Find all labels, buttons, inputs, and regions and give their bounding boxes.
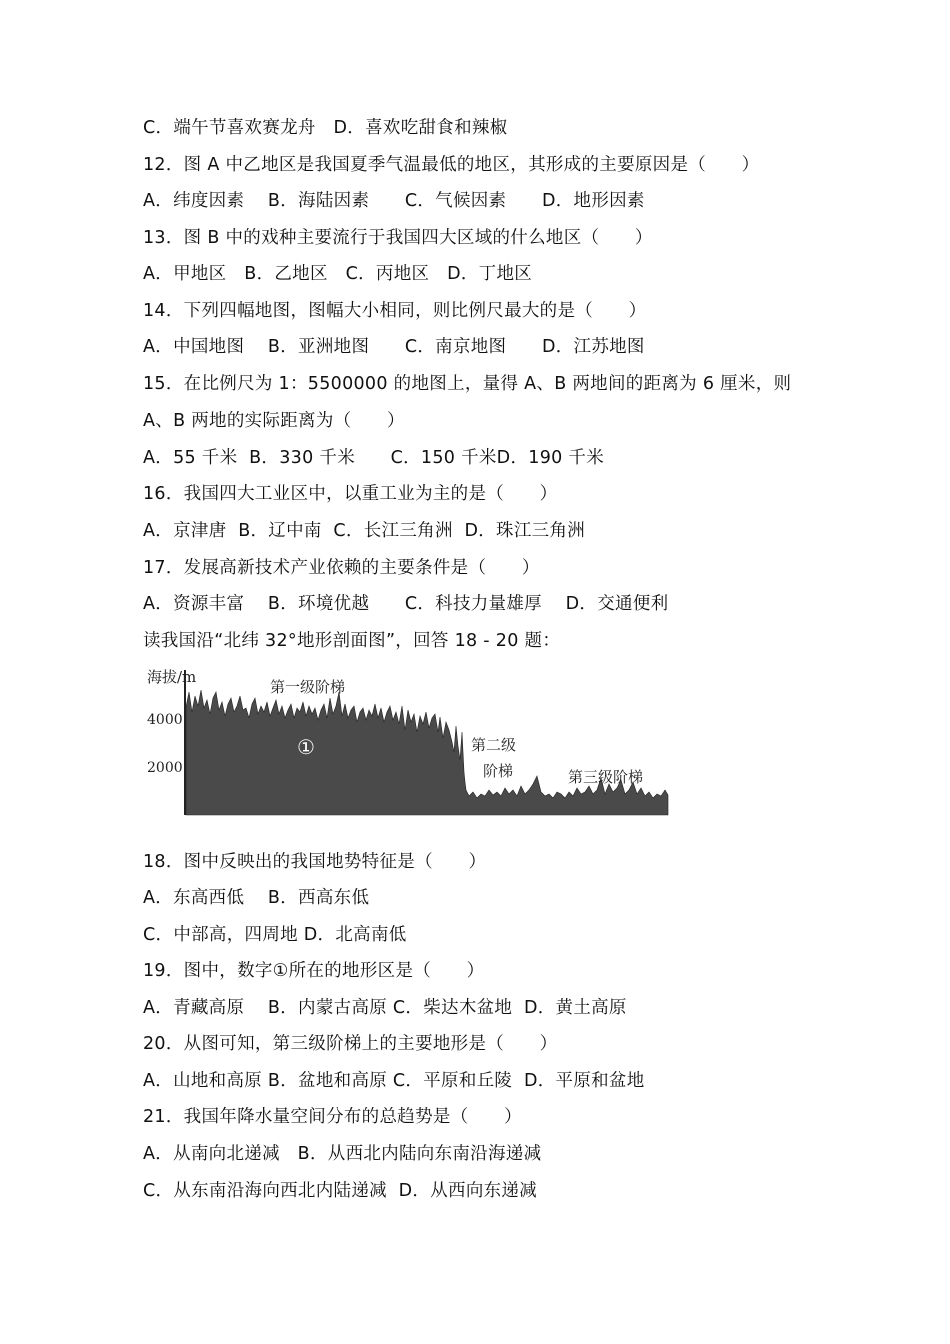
y-axis-label: 海拔/m — [147, 668, 197, 686]
options-16: A．京津唐 B．辽中南 C．长江三角洲 D．珠江三角洲 — [143, 521, 586, 541]
options-18a: A．东高西低 B．西高东低 — [143, 888, 370, 908]
terrain-profile — [186, 690, 668, 815]
options-18b: C．中部高，四周地 D．北高南低 — [143, 925, 407, 945]
terrain-profile-figure — [143, 662, 673, 822]
question-21: 21．我国年降水量空间分布的总趋势是（ ） — [143, 1107, 522, 1127]
options-13: A．甲地区 B．乙地区 C．丙地区 D．丁地区 — [143, 264, 533, 284]
step-3-label: 第三级阶梯 — [568, 768, 644, 786]
tick-4000: 4000 — [147, 712, 183, 728]
question-12: 12．图 A 中乙地区是我国夏季气温最低的地区，其形成的主要原因是（ ） — [143, 155, 760, 175]
options-19: A．青藏高原 B．内蒙古高原 C．柴达木盆地 D．黄土高原 — [143, 998, 627, 1018]
question-16: 16．我国四大工业区中，以重工业为主的是（ ） — [143, 484, 558, 504]
question-17: 17．发展高新技术产业依赖的主要条件是（ ） — [143, 558, 540, 578]
question-19: 19．图中，数字①所在的地形区是（ ） — [143, 961, 485, 981]
figure-intro: 读我国沿“北纬 32°地形剖面图”，回答 18 - 20 题： — [143, 631, 561, 651]
question-14: 14．下列四幅地图，图幅大小相同，则比例尺最大的是（ ） — [143, 301, 647, 321]
line-1: C．端午节喜欢赛龙舟 D．喜欢吃甜食和辣椒 — [143, 118, 508, 138]
question-20: 20．从图可知，第三级阶梯上的主要地形是（ ） — [143, 1034, 558, 1054]
question-18: 18．图中反映出的我国地势特征是（ ） — [143, 852, 487, 872]
options-21a: A．从南向北递减 B．从西北内陆向东南沿海递减 — [143, 1144, 542, 1164]
options-12: A．纬度因素 B．海陆因素 C．气候因素 D．地形因素 — [143, 191, 645, 211]
options-21b: C．从东南沿海向西北内陆递减 D．从西向东递减 — [143, 1181, 538, 1201]
options-20: A．山地和高原 B．盆地和高原 C．平原和丘陵 D．平原和盆地 — [143, 1071, 645, 1091]
region-marker: ① — [297, 735, 315, 759]
question-15-cont: A、B 两地的实际距离为（ ） — [143, 411, 405, 431]
step-2-label-line1: 第二级 — [471, 736, 517, 754]
question-13: 13．图 B 中的戏种主要流行于我国四大区域的什么地区（ ） — [143, 228, 653, 248]
options-14: A．中国地图 B．亚洲地图 C．南京地图 D．江苏地图 — [143, 337, 645, 357]
question-15: 15．在比例尺为 1：5500000 的地图上，量得 A、B 两地间的距离为 6 厘米，则 — [143, 374, 792, 394]
options-15: A．55 千米 B．330 千米 C．150 千米D．190 千米 — [143, 448, 605, 468]
options-17: A．资源丰富 B．环境优越 C．科技力量雄厚 D．交通便利 — [143, 594, 669, 614]
tick-2000: 2000 — [147, 760, 183, 776]
step-2-label-line2: 阶梯 — [483, 762, 514, 780]
step-1-label: 第一级阶梯 — [270, 678, 346, 696]
